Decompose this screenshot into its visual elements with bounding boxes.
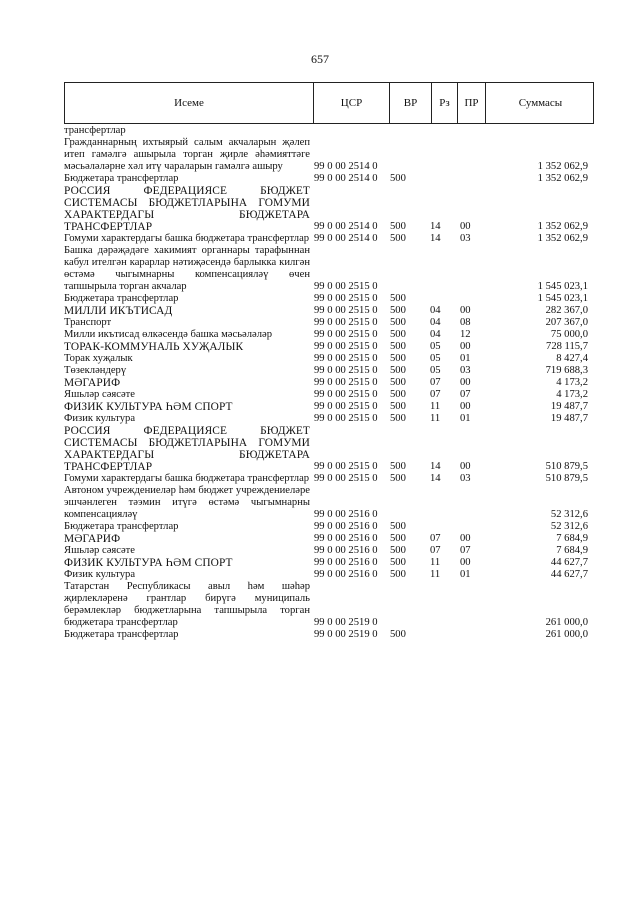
- row-name-cell: ФИЗИК КУЛЬТУРА ҺӘМ СПОРТ: [64, 401, 233, 413]
- row-csr-cell: 99 0 00 2519 0: [314, 629, 378, 640]
- row-name-cell: МИЛЛИ ИКЪТИСАД: [64, 305, 173, 317]
- row-csr-cell: 99 0 00 2516 0: [314, 509, 378, 520]
- row-csr-cell: 99 0 00 2516 0: [314, 557, 378, 568]
- row-csr-cell: 99 0 00 2515 0: [314, 293, 378, 304]
- row-name-cell: МӘГАРИФ: [64, 377, 121, 389]
- header-name: Исеме: [174, 97, 204, 109]
- row-csr-cell: 99 0 00 2515 0: [314, 401, 378, 412]
- row-csr-cell: 99 0 00 2516 0: [314, 521, 378, 532]
- row-sum-cell: 7 684,9: [556, 545, 588, 556]
- row-pr-cell: 03: [460, 233, 471, 244]
- row-vr-cell: 500: [390, 353, 406, 364]
- table-row: [64, 233, 594, 245]
- row-rz-cell: 11: [430, 569, 441, 580]
- row-csr-cell: 99 0 00 2514 0: [314, 233, 378, 244]
- row-csr-cell: 99 0 00 2515 0: [314, 317, 378, 328]
- row-csr-cell: 99 0 00 2519 0: [314, 617, 378, 628]
- row-pr-cell: 01: [460, 353, 471, 364]
- table-row: [64, 401, 594, 413]
- row-vr-cell: 500: [390, 389, 406, 400]
- table-row: [64, 545, 594, 557]
- table-header: [64, 82, 594, 124]
- table-row: [64, 173, 594, 185]
- table-row: [64, 569, 594, 581]
- table-row: [64, 353, 594, 365]
- row-rz-cell: 14: [430, 461, 441, 472]
- table-row: [64, 125, 594, 137]
- row-name-cell: Милли икътисад өлкәсендә башка мәсьәләләр: [64, 329, 273, 340]
- header-pr: ПР: [457, 83, 485, 123]
- row-name-cell: Төзекләндерү: [64, 365, 127, 376]
- table-row: [64, 473, 594, 485]
- row-vr-cell: 500: [390, 557, 406, 568]
- row-name-cell: Яшьләр сәясәте: [64, 545, 136, 556]
- header-sum: Суммасы: [485, 83, 595, 123]
- row-csr-cell: 99 0 00 2515 0: [314, 473, 378, 484]
- row-sum-cell: 1 352 062,9: [537, 221, 588, 232]
- row-sum-cell: 19 487,7: [550, 401, 588, 412]
- row-csr-cell: 99 0 00 2515 0: [314, 281, 378, 292]
- table-row: [64, 137, 594, 173]
- row-sum-cell: 261 000,0: [545, 617, 588, 628]
- row-csr-cell: 99 0 00 2515 0: [314, 461, 378, 472]
- header-vr: ВР: [389, 83, 431, 123]
- row-vr-cell: 500: [390, 545, 406, 556]
- row-pr-cell: 00: [460, 557, 471, 568]
- row-csr-cell: 99 0 00 2514 0: [314, 221, 378, 232]
- row-vr-cell: 500: [390, 629, 406, 640]
- row-sum-cell: 1 352 062,9: [537, 173, 588, 184]
- row-csr-cell: 99 0 00 2515 0: [314, 377, 378, 388]
- row-name-cell: ТОРАК-КОММУНАЛЬ ХУҖАЛЫК: [64, 341, 244, 353]
- row-sum-cell: 52 312,6: [550, 509, 588, 520]
- row-sum-cell: 1 352 062,9: [537, 161, 588, 172]
- row-csr-cell: 99 0 00 2515 0: [314, 341, 378, 352]
- row-sum-cell: 207 367,0: [545, 317, 588, 328]
- row-csr-cell: 99 0 00 2515 0: [314, 365, 378, 376]
- row-sum-cell: 1 545 023,1: [537, 293, 588, 304]
- row-vr-cell: 500: [390, 317, 406, 328]
- row-pr-cell: 07: [460, 389, 471, 400]
- row-vr-cell: 500: [390, 329, 406, 340]
- row-csr-cell: 99 0 00 2515 0: [314, 413, 378, 424]
- row-vr-cell: 500: [390, 173, 406, 184]
- row-vr-cell: 500: [390, 341, 406, 352]
- row-vr-cell: 500: [390, 221, 406, 232]
- row-name-cell: Бюджетара трансфертлар: [64, 629, 179, 640]
- budget-table: [64, 82, 594, 641]
- table-row: [64, 317, 594, 329]
- table-row: [64, 245, 594, 293]
- row-name-cell: Физик культура: [64, 569, 136, 580]
- row-name-cell: ФИЗИК КУЛЬТУРА ҺӘМ СПОРТ: [64, 557, 233, 569]
- row-name-cell: Татарстан Республикасы авыл һәм шәһәр җирлекләренә грантлар бирүгә муниципаль берәмлекләр бюджетларына тапшырыла торган бюджетара трансфертлар: [64, 581, 310, 628]
- row-name-cell: Бюджетара трансфертлар: [64, 173, 179, 184]
- row-csr-cell: 99 0 00 2515 0: [314, 353, 378, 364]
- row-rz-cell: 04: [430, 317, 441, 328]
- row-vr-cell: 500: [390, 413, 406, 424]
- row-name-cell: Бюджетара трансфертлар: [64, 521, 179, 532]
- row-vr-cell: 500: [390, 569, 406, 580]
- row-name-cell: РОССИЯ ФЕДЕРАЦИЯСЕ БЮДЖЕТ СИСТЕМАСЫ БЮДЖЕТЛАРЫНА ГОМУМИ ХАРАКТЕРДАГЫ БЮДЖЕТАРА ТРАНСФЕРТЛАР: [64, 185, 310, 233]
- row-pr-cell: 00: [460, 305, 471, 316]
- row-name-cell: трансфертлар: [64, 125, 126, 136]
- page-number: 657: [311, 52, 329, 66]
- row-rz-cell: 14: [430, 233, 441, 244]
- table-row: [64, 521, 594, 533]
- table-row: [64, 413, 594, 425]
- row-name-cell: Гомуми характердагы башка бюджетара трансфертлар: [64, 233, 310, 244]
- row-pr-cell: 00: [460, 377, 471, 388]
- row-vr-cell: 500: [390, 233, 406, 244]
- table-row: [64, 329, 594, 341]
- row-sum-cell: 1 352 062,9: [537, 233, 588, 244]
- row-sum-cell: 75 000,0: [550, 329, 588, 340]
- row-pr-cell: 01: [460, 413, 471, 424]
- row-name-cell: Автоном учреждениеләр һәм бюджет учреждениеләре эшчәнлеген тәэмин итүгә өстәмә чыгымнарны компенсацияләү: [64, 485, 310, 520]
- row-pr-cell: 00: [460, 341, 471, 352]
- row-csr-cell: 99 0 00 2516 0: [314, 569, 378, 580]
- row-csr-cell: 99 0 00 2515 0: [314, 305, 378, 316]
- row-sum-cell: 1 545 023,1: [537, 281, 588, 292]
- table-row: [64, 425, 594, 473]
- row-sum-cell: 8 427,4: [556, 353, 588, 364]
- row-name-cell: Транспорт: [64, 317, 112, 328]
- row-name-cell: Торак хуҗалык: [64, 353, 133, 364]
- row-csr-cell: 99 0 00 2516 0: [314, 533, 378, 544]
- table-row: [64, 581, 594, 629]
- table-row: [64, 305, 594, 317]
- row-sum-cell: 510 879,5: [545, 473, 588, 484]
- row-sum-cell: 44 627,7: [550, 557, 588, 568]
- row-rz-cell: 11: [430, 401, 441, 412]
- table-body: [64, 125, 594, 641]
- row-sum-cell: 510 879,5: [545, 461, 588, 472]
- row-rz-cell: 07: [430, 533, 441, 544]
- row-sum-cell: 282 367,0: [545, 305, 588, 316]
- row-vr-cell: 500: [390, 521, 406, 532]
- row-pr-cell: 03: [460, 473, 471, 484]
- row-name-cell: РОССИЯ ФЕДЕРАЦИЯСЕ БЮДЖЕТ СИСТЕМАСЫ БЮДЖЕТЛАРЫНА ГОМУМИ ХАРАКТЕРДАГЫ БЮДЖЕТАРА ТРАНСФЕРТЛАР: [64, 425, 310, 473]
- row-csr-cell: 99 0 00 2515 0: [314, 329, 378, 340]
- row-vr-cell: 500: [390, 293, 406, 304]
- row-vr-cell: 500: [390, 533, 406, 544]
- row-pr-cell: 00: [460, 221, 471, 232]
- row-pr-cell: 08: [460, 317, 471, 328]
- row-pr-cell: 00: [460, 461, 471, 472]
- row-rz-cell: 07: [430, 377, 441, 388]
- row-rz-cell: 05: [430, 353, 441, 364]
- row-pr-cell: 07: [460, 545, 471, 556]
- row-csr-cell: 99 0 00 2515 0: [314, 389, 378, 400]
- row-sum-cell: 44 627,7: [550, 569, 588, 580]
- table-row: [64, 533, 594, 545]
- row-rz-cell: 11: [430, 557, 441, 568]
- row-sum-cell: 4 173,2: [556, 377, 588, 388]
- header-csr: ЦСР: [313, 83, 389, 123]
- row-sum-cell: 52 312,6: [550, 521, 588, 532]
- table-row: [64, 557, 594, 569]
- row-vr-cell: 500: [390, 305, 406, 316]
- table-row: [64, 389, 594, 401]
- row-sum-cell: 728 115,7: [546, 341, 588, 352]
- table-row: [64, 293, 594, 305]
- row-csr-cell: 99 0 00 2516 0: [314, 545, 378, 556]
- row-rz-cell: 14: [430, 221, 441, 232]
- row-pr-cell: 00: [460, 401, 471, 412]
- row-sum-cell: 7 684,9: [556, 533, 588, 544]
- row-rz-cell: 05: [430, 341, 441, 352]
- row-pr-cell: 01: [460, 569, 471, 580]
- row-name-cell: Гражданнарның ихтыярый салым акчаларын җәлеп итеп гамәлгә ашырыла торган җирле әһәмияттәге мәсьәләләрне хәл итү чараларын гамәлгә ашыру: [64, 137, 310, 172]
- row-name-cell: Башка дәрәҗәдәге хакимият органнары тарафыннан кабул ителгән карарлар нәтиҗәсендә барлыкка килгән өстәмә чыгымнарны компенсацияләү өчен тапшырыла торган акчалар: [64, 245, 310, 292]
- row-sum-cell: 719 688,3: [545, 365, 588, 376]
- row-vr-cell: 500: [390, 473, 406, 484]
- row-name-cell: Физик культура: [64, 413, 136, 424]
- row-sum-cell: 19 487,7: [550, 413, 588, 424]
- row-pr-cell: 03: [460, 365, 471, 376]
- row-name-cell: Гомуми характердагы башка бюджетара трансфертлар: [64, 473, 310, 484]
- row-rz-cell: 14: [430, 473, 441, 484]
- row-rz-cell: 05: [430, 365, 441, 376]
- row-vr-cell: 500: [390, 461, 406, 472]
- header-rz: Рз: [431, 83, 457, 123]
- row-name-cell: Бюджетара трансфертлар: [64, 293, 179, 304]
- row-rz-cell: 04: [430, 329, 441, 340]
- table-row: [64, 365, 594, 377]
- row-pr-cell: 12: [460, 329, 471, 340]
- row-sum-cell: 4 173,2: [556, 389, 588, 400]
- row-vr-cell: 500: [390, 377, 406, 388]
- row-sum-cell: 261 000,0: [545, 629, 588, 640]
- row-vr-cell: 500: [390, 365, 406, 376]
- table-row: [64, 377, 594, 389]
- row-name-cell: МӘГАРИФ: [64, 533, 121, 545]
- table-row: [64, 629, 594, 641]
- row-rz-cell: 07: [430, 545, 441, 556]
- row-rz-cell: 07: [430, 389, 441, 400]
- row-csr-cell: 99 0 00 2514 0: [314, 173, 378, 184]
- table-row: [64, 185, 594, 233]
- row-vr-cell: 500: [390, 401, 406, 412]
- table-row: [64, 485, 594, 521]
- table-row: [64, 341, 594, 353]
- row-csr-cell: 99 0 00 2514 0: [314, 161, 378, 172]
- row-name-cell: Яшьләр сәясәте: [64, 389, 136, 400]
- row-rz-cell: 04: [430, 305, 441, 316]
- row-pr-cell: 00: [460, 533, 471, 544]
- row-rz-cell: 11: [430, 413, 441, 424]
